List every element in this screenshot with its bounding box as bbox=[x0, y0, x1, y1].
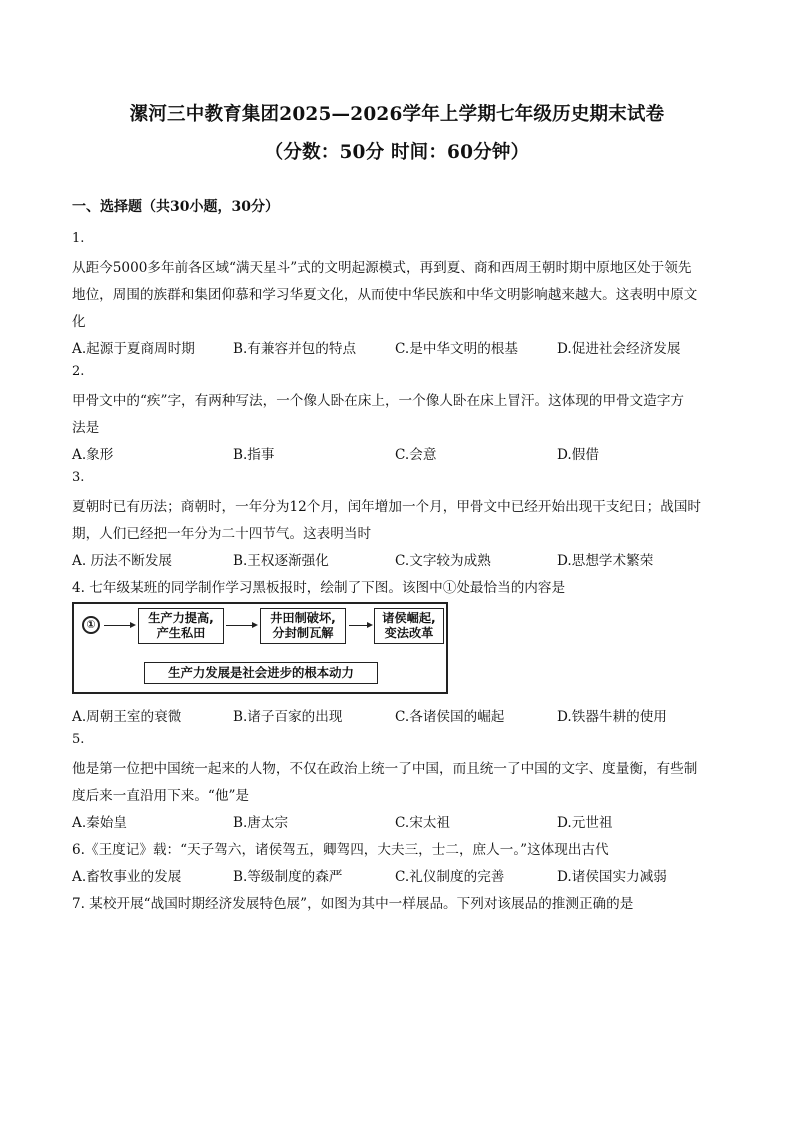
question-4-option-a[interactable]: A.周朝王室的衰微 bbox=[72, 709, 182, 725]
question-1-option-a[interactable]: A.起源于夏商周时期 bbox=[72, 341, 195, 357]
question-6-option-c[interactable]: C.礼仪制度的完善 bbox=[395, 869, 505, 885]
question-5-option-b[interactable]: B.唐太宗 bbox=[233, 815, 289, 831]
question-6-stem: 6.《王度记》载：“天子驾六，诸侯驾五，卿驾四，大夫三，士二，庶人一。”这体现出古代 bbox=[72, 842, 609, 858]
question-2-option-b[interactable]: B.指事 bbox=[233, 447, 275, 463]
question-3-option-c[interactable]: C.文字较为成熟 bbox=[395, 553, 491, 569]
question-3-option-d[interactable]: D.思想学术繁荣 bbox=[557, 553, 654, 569]
question-3-line-2: 期，人们已经把一年分为二十四节气。这表明当时 bbox=[72, 526, 372, 542]
question-6-option-b[interactable]: B.等级制度的森严 bbox=[233, 869, 343, 885]
question-4-diagram bbox=[72, 602, 448, 694]
question-1-number: 1. bbox=[72, 231, 85, 246]
question-2-line-1: 甲骨文中的“疾”字，有两种写法，一个像人卧在床上，一个像人卧在床上冒汗。这体现的甲骨文造字方 bbox=[72, 393, 685, 409]
question-1-option-b[interactable]: B.有兼容并包的特点 bbox=[233, 341, 357, 357]
exam-title: 漯河三中教育集团2025—2026学年上学期七年级历史期末试卷 bbox=[129, 104, 665, 125]
question-2-option-a[interactable]: A.象形 bbox=[72, 447, 114, 463]
diagram-box-2-line-2: 分封制瓦解 bbox=[272, 626, 334, 640]
question-2-option-d[interactable]: D.假借 bbox=[557, 447, 599, 463]
diagram-box-2-line-1: 井田制破坏, bbox=[270, 611, 336, 625]
question-4-option-c[interactable]: C.各诸侯国的崛起 bbox=[395, 709, 505, 725]
question-4-option-d[interactable]: D.铁器牛耕的使用 bbox=[557, 709, 667, 725]
section-heading: 一、选择题（共30小题，30分） bbox=[72, 199, 279, 215]
arrow-right-icon bbox=[104, 625, 134, 626]
question-5-options bbox=[72, 811, 732, 831]
exam-subtitle: （分数：50分 时间：60分钟） bbox=[264, 142, 530, 163]
question-5-option-c[interactable]: C.宋太祖 bbox=[395, 815, 451, 831]
question-1-option-c[interactable]: C.是中华文明的根基 bbox=[395, 341, 518, 357]
diagram-box-1-line-1: 生产力提高, bbox=[148, 611, 214, 625]
question-4-option-b[interactable]: B.诸子百家的出现 bbox=[233, 709, 343, 725]
question-5-line-2: 度后来一直沿用下来。“他”是 bbox=[72, 788, 250, 804]
diagram-conclusion: 生产力发展是社会进步的根本动力 bbox=[144, 662, 378, 684]
diagram-box-1 bbox=[138, 608, 224, 644]
diagram-box-3-line-2: 变法改革 bbox=[384, 626, 434, 640]
question-1-option-d[interactable]: D.促进社会经济发展 bbox=[557, 341, 681, 357]
question-4-stem: 4. 七年级某班的同学制作学习黑板报时，绘制了下图。该图中①处最恰当的内容是 bbox=[72, 580, 566, 596]
question-6-options bbox=[72, 865, 732, 885]
question-4-options bbox=[72, 705, 732, 725]
arrow-right-icon bbox=[349, 625, 371, 626]
question-1-line-1: 从距今5000多年前各区域“满天星斗”式的文明起源模式，再到夏、商和西周王朝时期中原地区处于领先 bbox=[72, 260, 692, 276]
question-5-option-d[interactable]: D.元世祖 bbox=[557, 815, 613, 831]
question-3-options bbox=[72, 549, 732, 569]
arrow-right-icon bbox=[226, 625, 256, 626]
question-7-stem: 7. 某校开展“战国时期经济发展特色展”，如图为其中一样展品。下列对该展品的推测正确的是 bbox=[72, 896, 634, 912]
question-1-options bbox=[72, 337, 732, 357]
question-2-options bbox=[72, 443, 732, 463]
diagram-marker: ① bbox=[82, 616, 100, 634]
question-5-option-a[interactable]: A.秦始皇 bbox=[72, 815, 127, 831]
question-1-line-2: 地位，周围的族群和集团仰慕和学习华夏文化，从而使中华民族和中华文明影响越来越大。这表明中原文 bbox=[72, 287, 698, 303]
diagram-box-1-line-2: 产生私田 bbox=[156, 626, 206, 640]
question-3-option-b[interactable]: B.王权逐渐强化 bbox=[233, 553, 329, 569]
question-3-number: 3. bbox=[72, 470, 85, 485]
question-3-line-1: 夏朝时已有历法；商朝时，一年分为12个月，闰年增加一个月，甲骨文中已经开始出现干支纪日；战国时 bbox=[72, 499, 702, 515]
diagram-box-2 bbox=[260, 608, 346, 644]
diagram-box-3 bbox=[374, 608, 444, 644]
question-2-line-2: 法是 bbox=[72, 420, 100, 436]
question-2-option-c[interactable]: C.会意 bbox=[395, 447, 437, 463]
question-1-line-3: 化 bbox=[72, 314, 86, 330]
question-3-option-a[interactable]: A. 历法不断发展 bbox=[72, 553, 173, 569]
question-6-option-d[interactable]: D.诸侯国实力减弱 bbox=[557, 869, 667, 885]
question-6-option-a[interactable]: A.畜牧事业的发展 bbox=[72, 869, 182, 885]
question-5-line-1: 他是第一位把中国统一起来的人物，不仅在政治上统一了中国，而且统一了中国的文字、度量衡，有些制 bbox=[72, 761, 698, 777]
question-5-number: 5. bbox=[72, 732, 85, 747]
question-2-number: 2. bbox=[72, 364, 85, 379]
diagram-box-3-line-1: 诸侯崛起, bbox=[382, 611, 436, 625]
